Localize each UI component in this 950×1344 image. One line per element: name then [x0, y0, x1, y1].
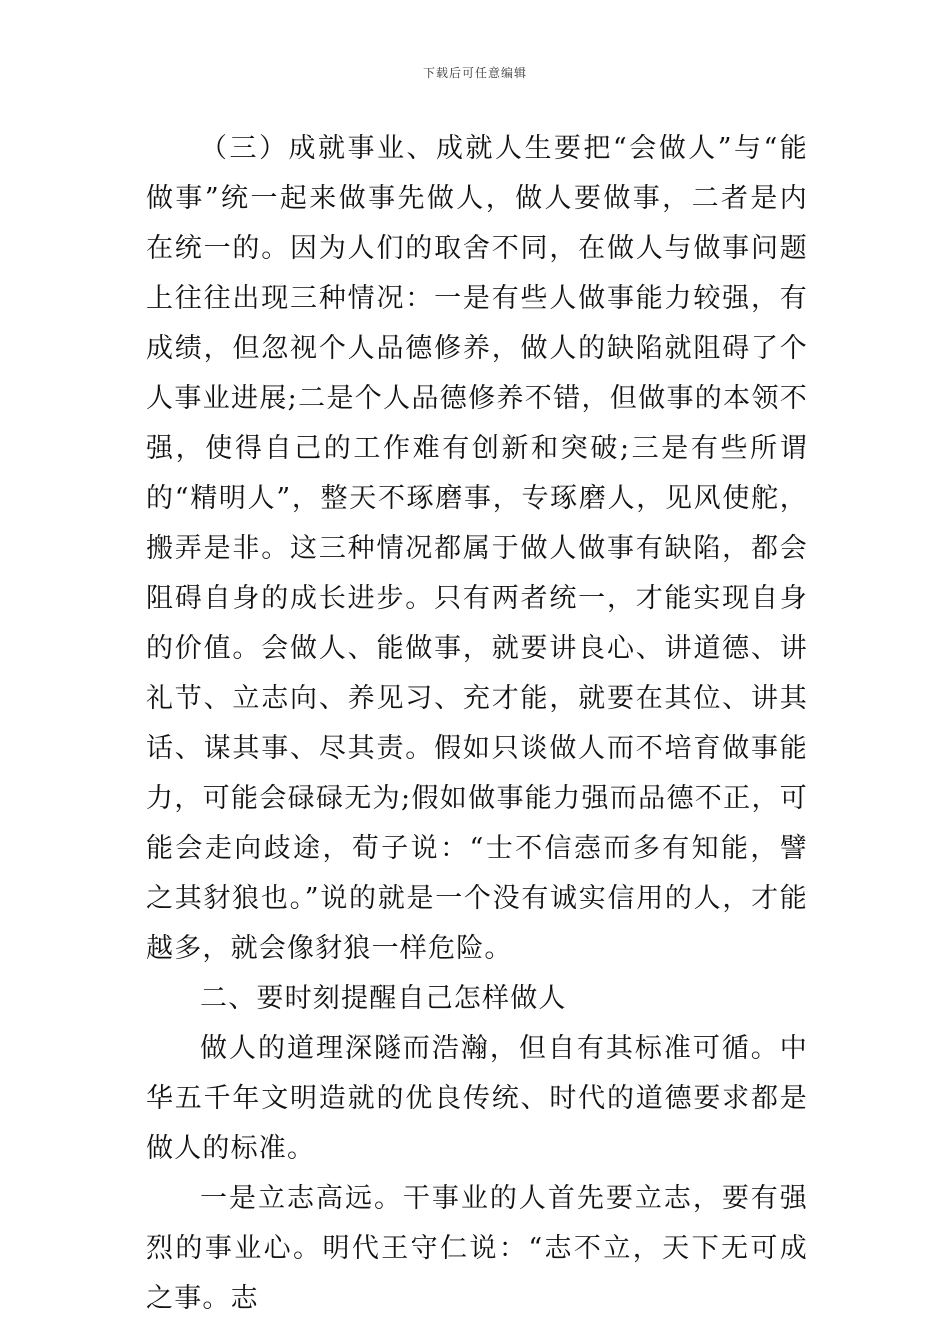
- document-body: [146, 124, 808, 1324]
- paragraph-1: （三）成就事业、成就人生要把“会做人”与“能做事”统一起来做事先做人，做人要做事，二者是内在统一的。因为人们的取舍不同，在做人与做事问题上往往出现三种情况：一是有些人做事能力较强，有成绩，但忽视个人品德修养，做人的缺陷就阻碍了个人事业进展;二是个人品德修养不错，但做事的本领不强，使得自己的工作难有创新和突破;三是有些所谓的“精明人”，整天不琢磨事，专琢磨人，见风使舵，搬弄是非。这三种情况都属于做人做事有缺陷，都会阻碍自身的成长进步。只有两者统一，才能实现自身的价值。会做人、能做事，就要讲良心、讲道德、讲礼节、立志向、养见习、充才能，就要在其位、讲其话、谋其事、尽其责。假如只谈做人而不培育做事能力，可能会碌碌无为;假如做事能力强而品德不正，可能会走向歧途，荀子说：“士不信悫而多有知能，譬之其豺狼也。”说的就是一个没有诚实信用的人，才能越多，就会像豺狼一样危险。: [146, 133, 808, 964]
- section-heading: 二、要时刻提醒自己怎样做人: [200, 983, 567, 1014]
- paragraph-3: 一是立志高远。干事业的人首先要立志，要有强烈的事业心。明代王守仁说：“志不立，天下无可成之事。志: [146, 1183, 808, 1314]
- page-header: 下载后可任意编辑: [422, 66, 527, 80]
- paragraph-2: 做人的道理深隧而浩瀚，但自有其标准可循。中华五千年文明造就的优良传统、时代的道德要求都是做人的标准。: [146, 1033, 808, 1164]
